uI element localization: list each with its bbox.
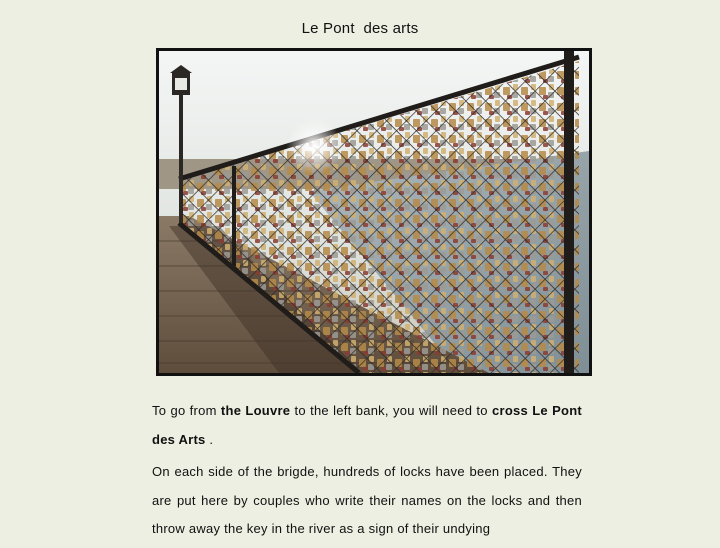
slide-title: Le Pont des arts: [301, 20, 419, 37]
louvre-name: the Louvre: [220, 403, 291, 418]
body-text: [152, 397, 582, 548]
paragraph-locks: On each side of the brigde, hundreds of locks have been placed. They are put here by couples who write their names on the locks and then throw away the key in the river as a sign of their undying: [152, 464, 582, 536]
bridge-name: cross Le Pont des Arts: [152, 403, 583, 447]
bridge-photo: [156, 48, 592, 376]
paragraph-route: To go from the Louvre to the left bank, you will need to cross Le Pont des Arts .: [152, 403, 583, 447]
